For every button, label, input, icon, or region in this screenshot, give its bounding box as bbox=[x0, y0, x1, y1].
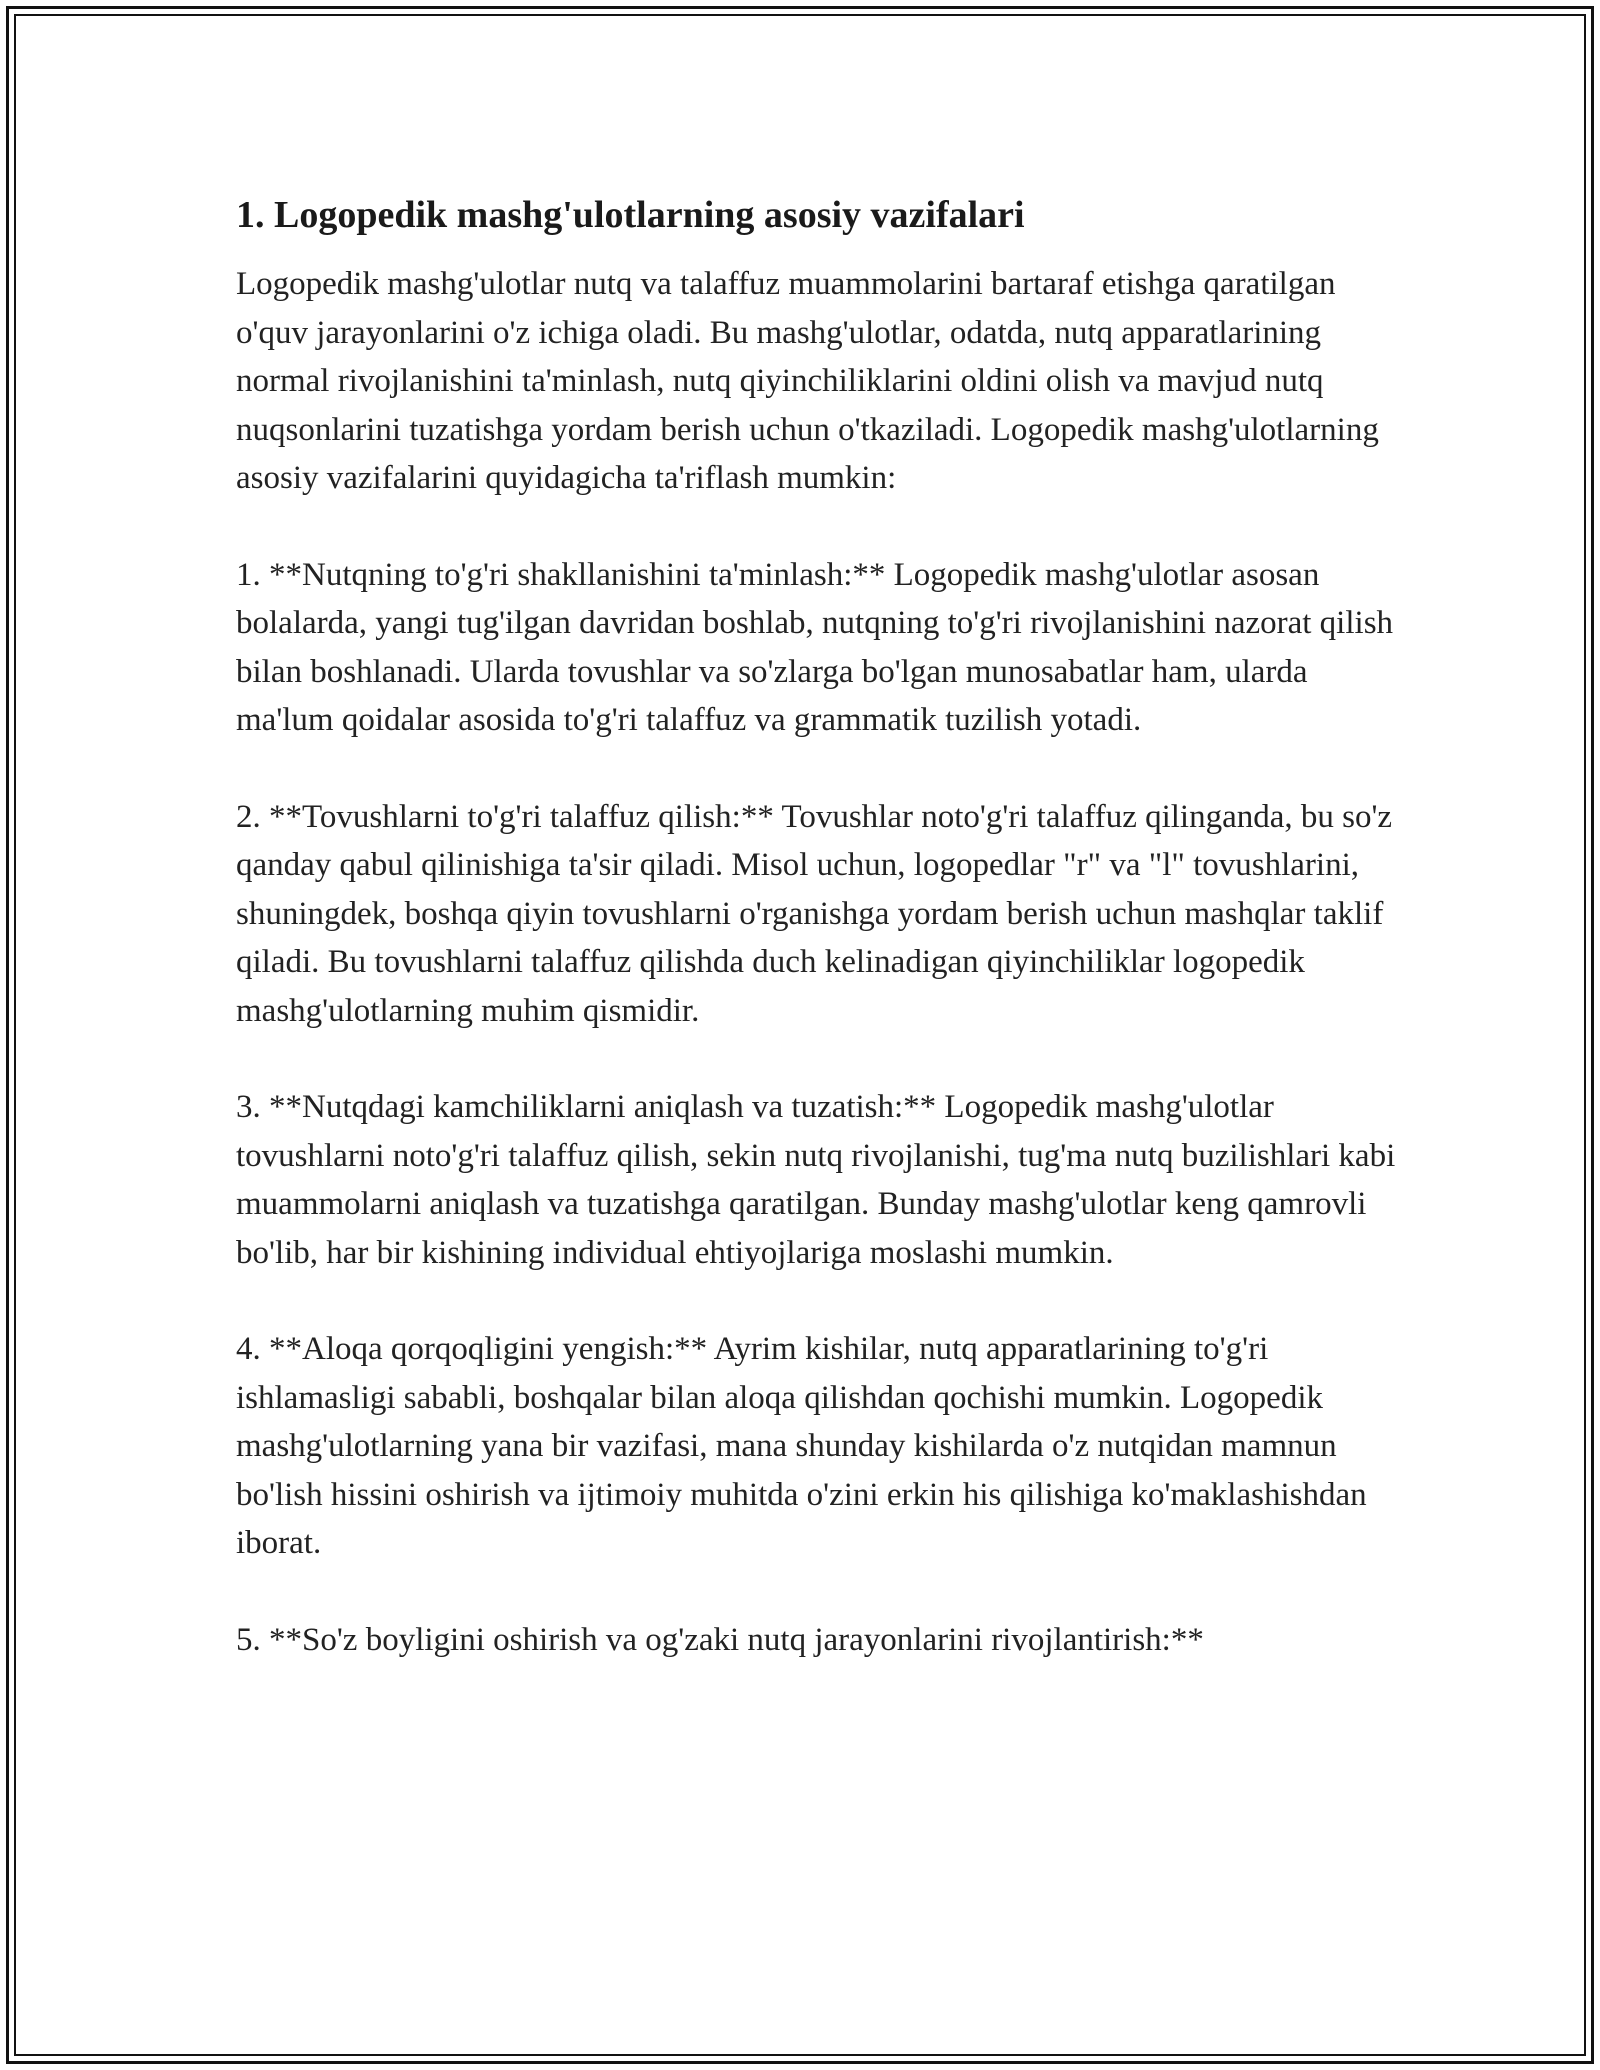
list-item-4-paragraph: 4. **Aloqa qorqoqligini yengish:** Ayrim kishilar, nutq apparatlarining to'g'ri ishlamasligi sababli, boshqalar bilan aloqa qilishdan qochishi mumkin. Logopedik mashg'ulotlarning yana bir vazifasi, mana shunday kishilarda o'z nutqidan mamnun bo'lish hissini oshirish va ijtimoiy muhitda o'zini erkin his qilishiga ko'maklashishdan iborat. bbox=[236, 1331, 1367, 1561]
list-item-2-paragraph: 2. **Tovushlarni to'g'ri talaffuz qilish:** Tovushlar noto'g'ri talaffuz qilinganda, bu so'z qanday qabul qilinishiga ta'sir qiladi. Misol uchun, logopedlar "r" va "l" tovushlarini, shuningdek, boshqa qiyin tovushlarni o'rganishga yordam berish uchun mashqlar taklif qiladi. Bu tovushlarni talaffuz qilishda duch kelinadigan qiyinchiliklar logopedik mashg'ulotlarning muhim qismidir. bbox=[236, 798, 1393, 1029]
section-heading: 1. Logopedik mashg'ulotlarning asosiy vazifalari bbox=[236, 194, 1025, 236]
list-item-3-paragraph: 3. **Nutqdagi kamchiliklarni aniqlash va tuzatish:** Logopedik mashg'ulotlar tovushlarni noto'g'ri talaffuz qilish, sekin nutq rivojlanishi, tug'ma nutq buzilishlari kabi muammolarni aniqlash va tuzatishga qaratilgan. Bunday mashg'ulotlar keng qamrovli bo'lib, har bir kishining individual ehtiyojlariga moslashi mumkin. bbox=[236, 1089, 1396, 1271]
intro-paragraph: Logopedik mashg'ulotlar nutq va talaffuz muammolarini bartaraf etishga qaratilgan o'quv jarayonlarini o'z ichiga oladi. Bu mashg'ulotlar, odatda, nutq apparatlarining normal rivojlanishini ta'minlash, nutq qiyinchiliklarini oldini olish va mavjud nutq nuqsonlarini tuzatishga yordam berish uchun o'tkaziladi. Logopedik mashg'ulotlarning asosiy vazifalarini quyidagicha ta'riflash mumkin: bbox=[236, 266, 1379, 496]
document-body bbox=[236, 180, 1396, 1712]
list-item-5-paragraph: 5. **So'z boyligini oshirish va og'zaki nutq jarayonlarini rivojlantirish:** bbox=[236, 1621, 1204, 1658]
list-item-1-paragraph: 1. **Nutqning to'g'ri shakllanishini ta'minlash:** Logopedik mashg'ulotlar asosan bolalarda, yangi tug'ilgan davridan boshlab, nutqning to'g'ri rivojlanishini nazorat qilish bilan boshlanadi. Ularda tovushlar va so'zlarga bo'lgan munosabatlar ham, ularda ma'lum qoidalar asosida to'g'ri talaffuz va grammatik tuzilish yotadi. bbox=[236, 556, 1394, 738]
